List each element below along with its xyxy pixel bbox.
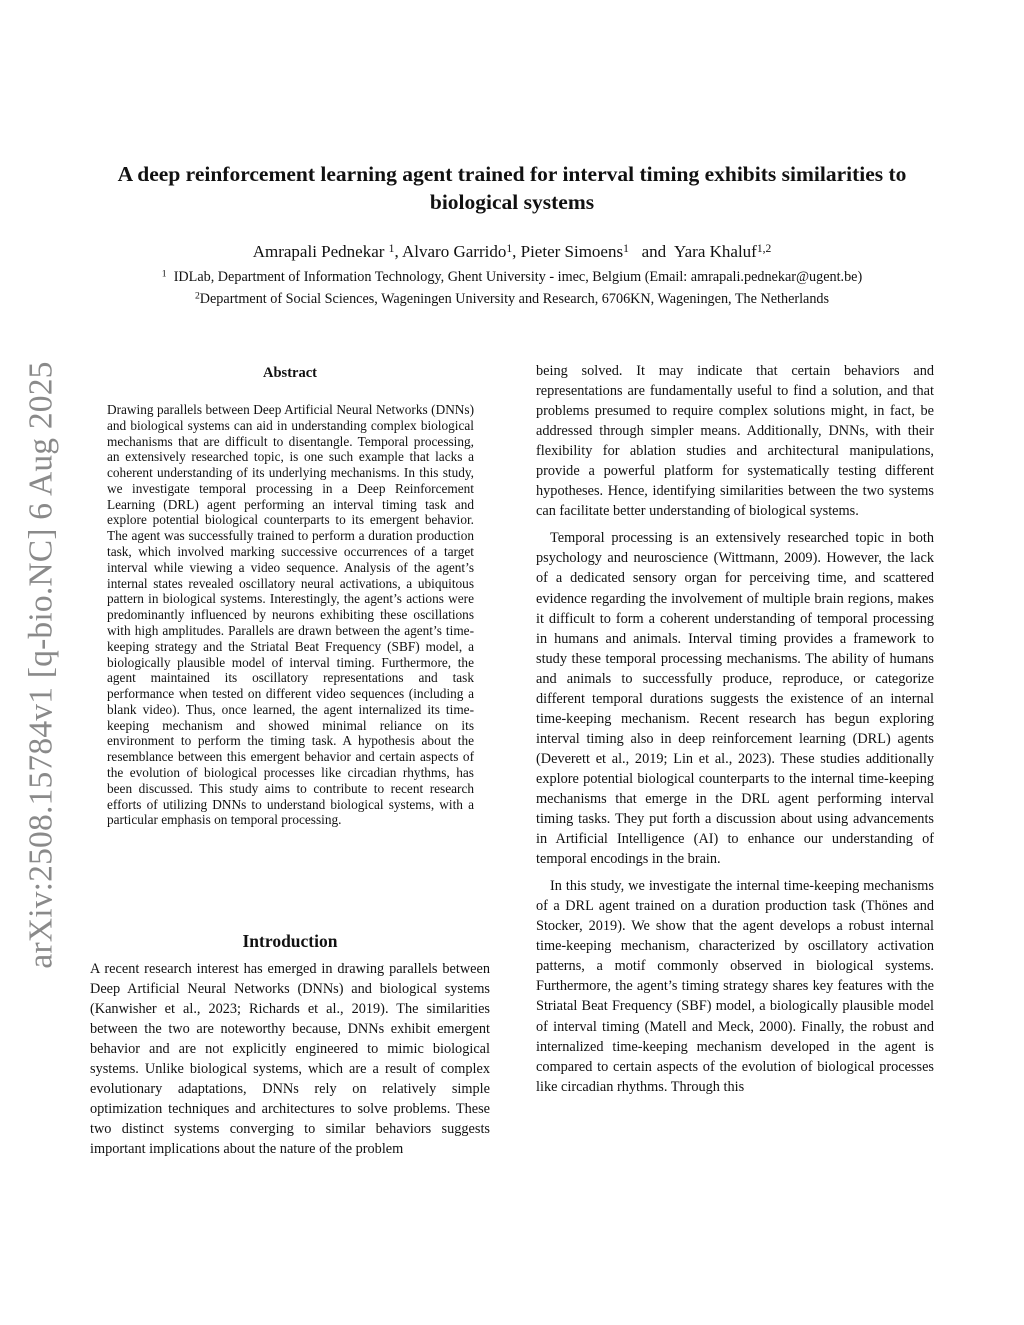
author-name: Yara Khaluf [674, 242, 757, 261]
affiliation-mark: 1 [161, 268, 167, 280]
affiliation-mark: 2 [194, 290, 200, 302]
introduction-paragraph-1: A recent research interest has emerged in drawing parallels between Deep Artificial Neural Networks (DNNs) and biological systems (Kanwisher et al., 2023; Richards et al., 2019). The similarities between the two are noteworthy because, DNNs exhibit emergent behavior and are not explicitly engineered to mimic biological systems. Unlike biological systems, which are a result of complex evolutionary adaptations, DNNs rely on relatively simple optimization techniques and architectures to solve problems. These two distinct systems converging to similar behaviors suggests important implications about the nature of the problem [90, 961, 490, 1157]
author-separator: , [512, 242, 521, 261]
author-and: and [641, 242, 667, 261]
author-affiliation-mark: 1 [388, 241, 395, 255]
author-affiliation-mark: 1 [506, 241, 513, 255]
arxiv-sidebar [10, 355, 74, 975]
paper-title: A deep reinforcement learning agent trained for interval timing exhibits similarities to biological systems [117, 162, 907, 214]
author-affiliation-mark: 1,2 [756, 241, 772, 255]
author-affiliation-mark: 1 [623, 241, 629, 255]
author-name: Pieter Simoens [520, 242, 624, 261]
right-column [536, 361, 934, 1097]
introduction-paragraph-continued: being solved. It may indicate that certain behaviors and representations are fundamentally useful to find a solution, and that problems presumed to require complex solutions might, in fact, be addressed through simpler means. Additionally, DNNs, with their flexibility for ablation studies and architectural manipulations, provide a powerful platform for systematically testing different hypotheses. Hence, identifying similarities between the two systems can facilitate better understanding of biological systems. [536, 363, 934, 520]
author-separator: , [394, 242, 403, 261]
affiliation-1 [60, 268, 964, 286]
introduction-paragraph-3: In this study, we investigate the internal time-keeping mechanisms of a DRL agent trained on a duration production task (Thönes and Stocker, 2019). We show that the agent develops a robust internal time-keeping mechanism, characterized by oscillatory activation patterns, a motif commonly observed in biological systems. Furthermore, the agent’s timing strategy shares key features with the Striatal Beat Frequency (SBF) model, a biologically plausible model of interval timing (Matell and Meck, 2000). Finally, the robust and internalized time-keeping mechanism developed in the agent is compared to certain aspects of the evolution of biological processes like circadian rhythms. Through this [536, 878, 934, 1095]
author-name: Alvaro Garrido [402, 242, 507, 261]
affiliation-text: IDLab, Department of Information Technology, Ghent University - imec, Belgium (Email: amrapali.pednekar@ugent.be) [173, 269, 863, 285]
introduction-heading: Introduction [242, 931, 338, 951]
abstract-text: Drawing parallels between Deep Artificial Neural Networks (DNNs) and biological systems can aid in understanding complex biological mechanisms that are difficult to disentangle. Temporal processing, an extensively researched topic, is one such example that lacks a coherent understanding of its underlying mechanisms. In this study, we investigate temporal processing in a Deep Reinforcement Learning (DRL) agent performing an interval timing task and explore potential biological counterparts to its emergent behavior. The agent was successfully trained to perform a duration production task, which involved marking successive occurrences of a target interval while viewing a video sequence. Analysis of the agent’s internal states revealed oscillatory neural activations, a ubiquitous pattern in biological systems. Interestingly, the agent’s actions were predominantly influenced by neurons exhibiting these oscillations with high amplitudes. Parallels are drawn between the agent’s time-keeping strategy and the Striatal Beat Frequency (SBF) model, a biologically plausible model of interval timing. Furthermore, the agent maintained its oscillatory representations and task performance when tested on different video sequences (including a blank video). Thus, once learned, the agent internalized its time-keeping mechanism and showed minimal reliance on its environment to perform the timing task. A hypothesis about the resemblance between this emergent behavior and certain aspects of the evolution of biological processes like circadian rhythms, has been discussed. This study aims to contribute to recent research efforts of utilizing DNNs to understand biological systems, with a particular emphasis on temporal processing. [107, 402, 474, 828]
author-list [90, 241, 934, 263]
author-name: Amrapali Pednekar [252, 242, 385, 261]
affiliation-2 [60, 290, 964, 308]
arxiv-identifier: arXiv:2508.15784v1 [q-bio.NC] 6 Aug 2025 [23, 361, 60, 969]
affiliation-text: Department of Social Sciences, Wageningen University and Research, 6706KN, Wageningen, The Netherlands [199, 291, 830, 307]
abstract-heading: Abstract [263, 365, 317, 381]
introduction-paragraph-2: Temporal processing is an extensively researched topic in both psychology and neuroscience (Wittmann, 2009). However, the lack of a dedicated sensory organ for perceiving time, and scattered evidence regarding the involvement of multiple brain regions, makes it difficult to form a coherent understanding of temporal processing in humans and animals. Interval timing provides a framework to study these temporal processing mechanisms. The ability of humans and animals to successfully produce, reproduce, or categorize different temporal durations suggests the existence of an internal time-keeping mechanism. Recent research has begun exploring interval timing also in deep reinforcement learning (DRL) agents (Deverett et al., 2019; Lin et al., 2023). These studies additionally explore potential biological counterparts to the internal time-keeping mechanisms that emerge in the DRL agent performing interval timing tasks. They put forth a discussion about using advancements in Artificial Intelligence (AI) to enhance our understanding of temporal encodings in the brain. [536, 530, 934, 868]
